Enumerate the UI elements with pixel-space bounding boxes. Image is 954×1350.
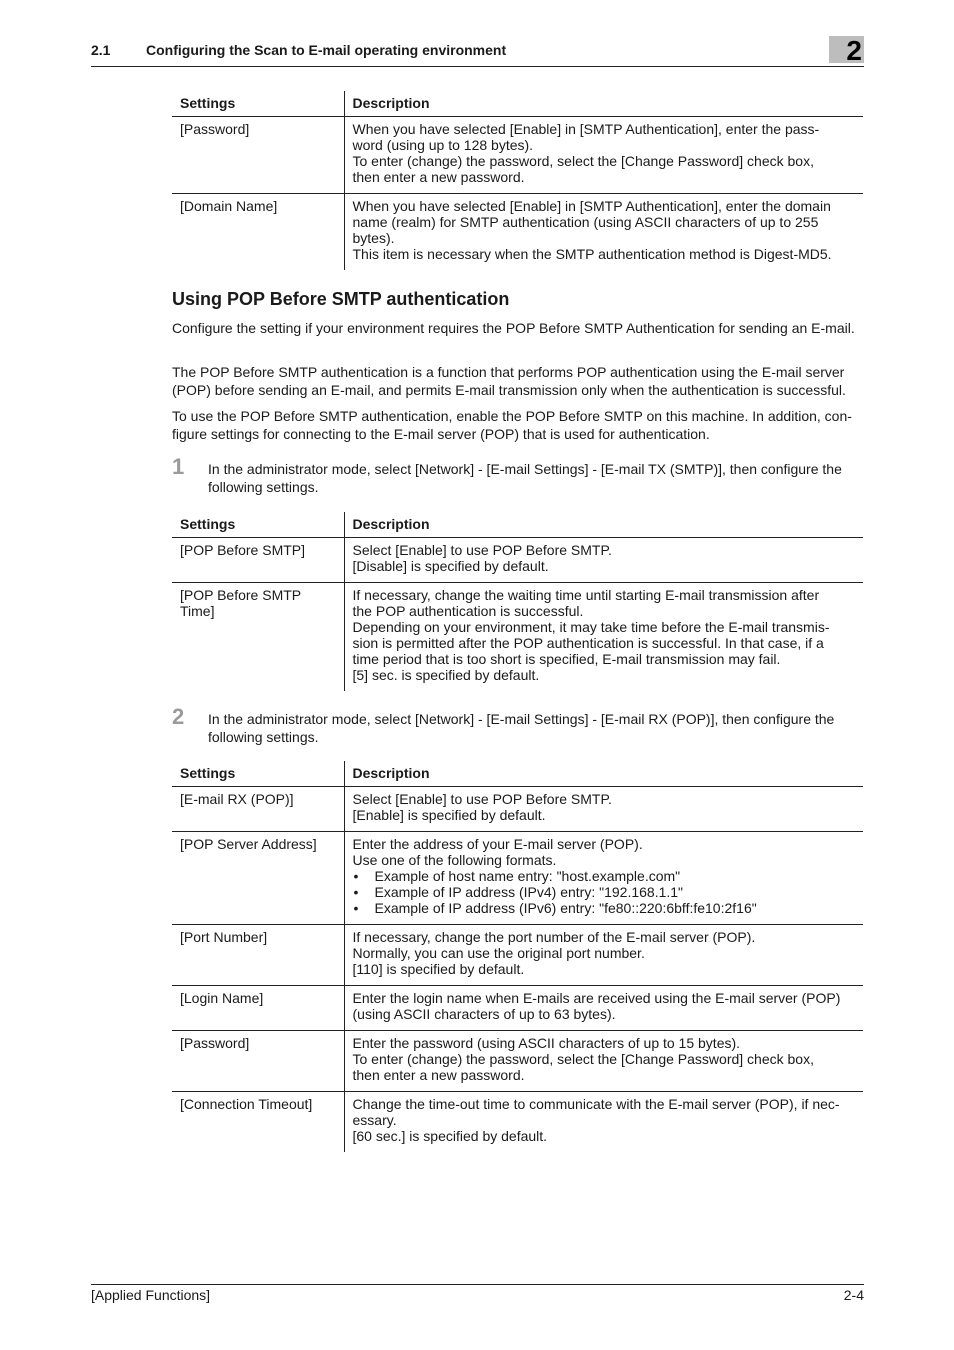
page-number: 2-4	[843, 1287, 864, 1303]
column-header-description: Description	[344, 91, 863, 117]
description-line: [Enable] is specified by default.	[352, 807, 546, 823]
description-line: Select [Enable] to use POP Before SMTP.	[352, 791, 612, 807]
setting-name: [Login Name]	[172, 986, 344, 1031]
description-line: Enter the password (using ASCII characters of up to 15 bytes).	[352, 1035, 741, 1051]
description-line: [110] is specified by default.	[352, 961, 525, 977]
description-line: Depending on your environment, it may take time before the E-mail transmis-	[352, 619, 830, 635]
description-line: word (using up to 128 bytes).	[352, 137, 534, 153]
column-header-settings: Settings	[172, 512, 344, 538]
column-header-description: Description	[344, 761, 863, 787]
table-row	[172, 925, 863, 986]
setting-name: [POP Before SMTP]	[172, 538, 344, 583]
paragraph-description: The POP Before SMTP authentication is a function that performs POP authentication using the E-mail server (POP) before sending an E-mail, and permits E-mail transmission only when the authentication is successful.	[172, 364, 846, 398]
step-1-text: In the administrator mode, select [Network] - [E-mail Settings] - [E-mail TX (SMTP)], then configure the following settings.	[208, 461, 842, 495]
page-footer	[91, 1284, 864, 1303]
setting-description	[344, 583, 863, 692]
table-row	[172, 538, 863, 583]
description-line: If necessary, change the waiting time until starting E-mail transmission after	[352, 587, 820, 603]
setting-description	[344, 832, 863, 925]
description-line: Normally, you can use the original port number.	[352, 945, 645, 961]
description-line: This item is necessary when the SMTP authentication method is Digest-MD5.	[352, 246, 832, 262]
description-line: Enter the address of your E-mail server (POP).	[352, 836, 643, 852]
bullet-item: • Example of IP address (IPv4) entry: "192.168.1.1"	[353, 884, 856, 900]
description-line: [60 sec.] is specified by default.	[352, 1128, 548, 1144]
chapter-badge	[829, 35, 864, 66]
table-row	[172, 1092, 863, 1153]
settings-table-smtp-auth	[172, 91, 863, 270]
bullet-item: • Example of IP address (IPv6) entry: "fe80::220:6bff:fe10:2f16"	[353, 900, 856, 916]
setting-name: [POP Before SMTP Time]	[180, 587, 301, 619]
setting-name: [POP Server Address]	[172, 832, 344, 925]
setting-description	[344, 194, 863, 271]
description-line: If necessary, change the port number of the E-mail server (POP).	[352, 929, 756, 945]
setting-name: [E-mail RX (POP)]	[172, 787, 344, 832]
description-line: the POP authentication is successful.	[352, 603, 584, 619]
footer-manual-name: [Applied Functions]	[91, 1287, 211, 1303]
table-row	[172, 583, 863, 692]
description-line: Enter the login name when E-mails are received using the E-mail server (POP)	[352, 990, 841, 1006]
setting-name: [Password]	[172, 117, 344, 194]
description-line: To enter (change) the password, select the [Change Password] check box,	[352, 1051, 814, 1067]
description-line: bytes).	[352, 230, 395, 246]
setting-description	[344, 1092, 863, 1153]
description-line: When you have selected [Enable] in [SMTP Authentication], enter the domain	[352, 198, 831, 214]
description-line: Change the time-out time to communicate with the E-mail server (POP), if nec-	[352, 1096, 840, 1112]
paragraph-intro: Configure the setting if your environment requires the POP Before SMTP Authentication for sending an E-mail.	[172, 320, 855, 336]
description-line: sion is permitted after the POP authentication is successful. In that case, if a	[352, 635, 824, 651]
setting-description	[344, 117, 863, 194]
description-line: Use one of the following formats.	[352, 852, 557, 868]
table-row	[172, 787, 863, 832]
description-line: essary.	[352, 1112, 397, 1128]
description-line: time period that is too short is specified, E-mail transmission may fail.	[352, 651, 781, 667]
description-line: name (realm) for SMTP authentication (using ASCII characters of up to 255	[352, 214, 819, 230]
setting-description	[344, 538, 863, 583]
step-2-number: 2	[172, 704, 185, 729]
description-line: [5] sec. is specified by default.	[352, 667, 540, 683]
settings-table-pop	[172, 761, 863, 1152]
bullet-item: • Example of host name entry: "host.example.com"	[353, 868, 856, 884]
setting-description	[344, 787, 863, 832]
table-row	[172, 1031, 863, 1092]
setting-description	[344, 925, 863, 986]
table-row	[172, 986, 863, 1031]
description-line: Select [Enable] to use POP Before SMTP.	[352, 542, 612, 558]
section-number: 2.1	[91, 42, 111, 58]
description-line: then enter a new password.	[352, 169, 525, 185]
section-heading: Using POP Before SMTP authentication	[172, 289, 510, 309]
step-1-number: 1	[172, 454, 185, 479]
table-row	[172, 117, 863, 194]
chapter-number: 2	[846, 35, 862, 66]
settings-table-smtp	[172, 512, 863, 691]
setting-description	[344, 1031, 863, 1092]
description-line: To enter (change) the password, select the [Change Password] check box,	[352, 153, 814, 169]
setting-description	[344, 986, 863, 1031]
description-line: (using ASCII characters of up to 63 bytes).	[352, 1006, 616, 1022]
description-line: [Disable] is specified by default.	[352, 558, 549, 574]
column-header-description: Description	[344, 512, 863, 538]
setting-name: [Port Number]	[172, 925, 344, 986]
setting-name: [Password]	[172, 1031, 344, 1092]
description-line: When you have selected [Enable] in [SMTP Authentication], enter the pass-	[352, 121, 820, 137]
column-header-settings: Settings	[172, 761, 344, 787]
paragraph-instructions: To use the POP Before SMTP authentication, enable the POP Before SMTP on this machine. In addition, con-figure settings for connecting to the E-mail server (POP) that is used for authentication.	[172, 408, 852, 442]
column-header-settings: Settings	[172, 91, 344, 117]
section-title: Configuring the Scan to E-mail operating environment	[146, 42, 507, 58]
table-row	[172, 832, 863, 925]
page-header	[91, 40, 864, 67]
description-line: then enter a new password.	[352, 1067, 525, 1083]
setting-name: [Connection Timeout]	[180, 1096, 313, 1112]
setting-name: [Domain Name]	[180, 198, 278, 214]
table-row	[172, 194, 863, 271]
step-2-text: In the administrator mode, select [Network] - [E-mail Settings] - [E-mail RX (POP)], then configure the following settings.	[208, 711, 835, 745]
